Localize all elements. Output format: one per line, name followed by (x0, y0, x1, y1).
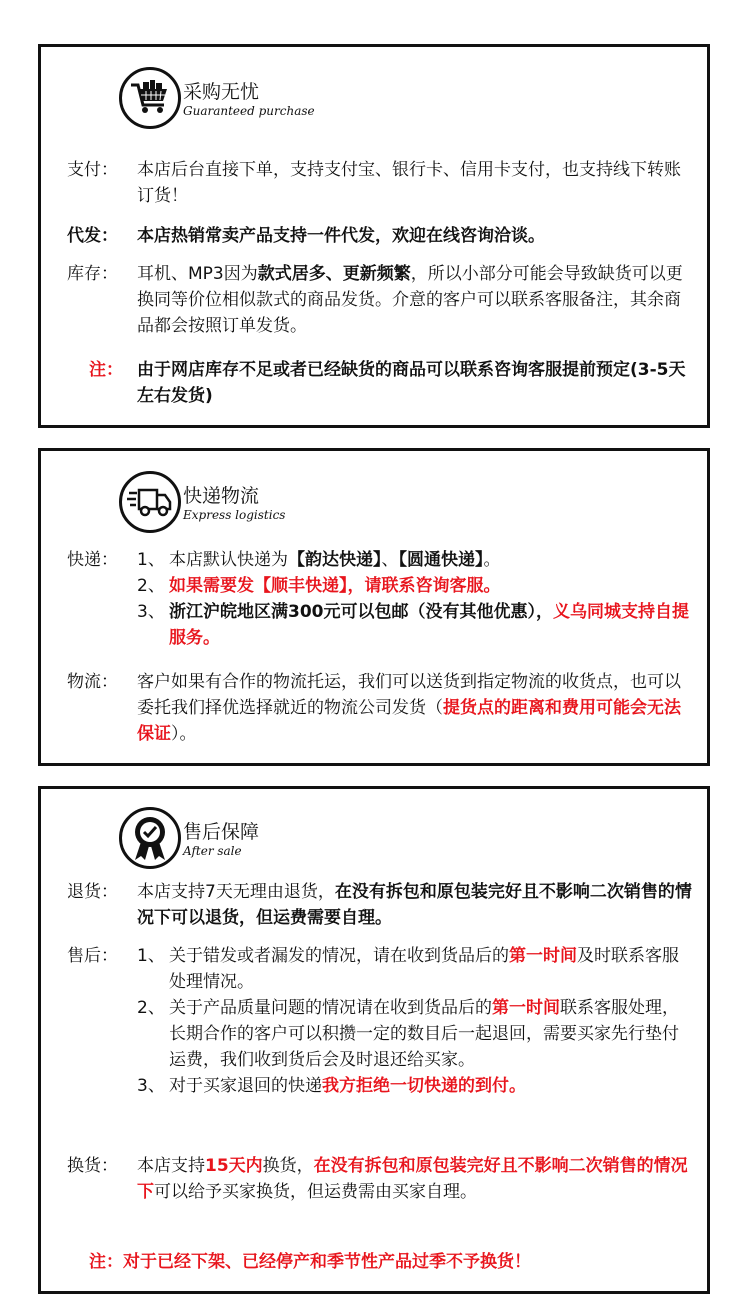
purchase-note-text: 由于网店库存不足或者已经缺货的商品可以联系咨询客服提前预定(3-5天左右发货) (137, 360, 686, 406)
service-item-2-text-2: 联系客服处理，长期合作的客户可以积攒一定的数目后一起退回，需要买家先行垫付运费，我们收到货后会及时退还给买家。 (169, 998, 679, 1070)
service-item-3-text: 对于买家退回的快递 (169, 1076, 322, 1096)
stock-label: 库存： (67, 264, 118, 284)
exchange-label: 换货： (67, 1156, 118, 1176)
pay-text: 本店后台直接下单，支持支付宝、银行卡、信用卡支付，也支持线下转账订货！ (137, 160, 681, 206)
shopping-cart-icon (119, 67, 181, 129)
aftersale-title: 售后保障 (183, 821, 260, 843)
purchase-panel (38, 44, 710, 428)
service-item-3 (137, 1073, 695, 1099)
service-item-1 (137, 943, 695, 995)
exchange-text (137, 1153, 695, 1205)
service-item-2-num: 2、 (137, 998, 165, 1018)
logistics-text-red: 提货点的距离和费用可能会无法保证 (137, 698, 681, 744)
express-row (67, 547, 695, 651)
dropship-text: 本店热销常卖产品支持一件代发，欢迎在线咨询洽谈。 (137, 226, 545, 246)
exchange-condition: 在没有拆包和原包装完好且不影响二次销售的情况下 (137, 1156, 688, 1202)
delivery-truck-icon (119, 471, 181, 533)
quality-badge-icon (119, 807, 181, 869)
aftersale-note-row (89, 1249, 689, 1275)
logistics-text (137, 669, 695, 747)
dropship-label: 代发： (67, 226, 118, 246)
express-item-1 (137, 547, 695, 573)
return-text-bold: 在没有拆包和原包装完好且不影响二次销售的情况下可以退货，但运费需要自理。 (137, 882, 692, 928)
service-row (67, 943, 695, 1099)
service-item-1-red: 第一时间 (509, 946, 577, 966)
stock-text-1: 耳机、MP3因为 (137, 264, 258, 284)
service-item-2 (137, 995, 695, 1073)
exchange-row (67, 1153, 695, 1205)
purchase-note-row (67, 357, 695, 409)
express-item-1-num: 1、 (137, 550, 165, 570)
return-label: 退货： (67, 882, 118, 902)
express-label: 快递： (67, 550, 118, 570)
express-item-3-num: 3、 (137, 602, 165, 622)
stock-row (67, 261, 695, 339)
service-item-2-text: 关于产品质量问题的情况请在收到货品后的 (169, 998, 492, 1018)
exchange-text-2: 换货， (262, 1156, 314, 1176)
logistics-text-1: 客户如果有合作的物流托运，我们可以送货到指定物流的收货点，也可以委托我们择优选择就近的物流公司发货（ (137, 672, 681, 718)
logistics-row (67, 669, 695, 747)
shipping-title: 快递物流 (183, 485, 260, 507)
service-label: 售后： (67, 946, 118, 966)
purchase-note-label: 注： (89, 360, 123, 380)
service-item-3-red: 我方拒绝一切快递的到付。 (322, 1076, 526, 1096)
return-text (137, 879, 695, 931)
service-item-1-text-2: 及时联系客服处理情况。 (169, 946, 679, 992)
aftersale-note-text: 注：对于已经下架、已经停产和季节性产品过季不予换货！ (89, 1252, 531, 1272)
service-item-1-num: 1、 (137, 946, 165, 966)
stock-text-bold: 款式居多、更新频繁 (257, 264, 411, 284)
express-item-2-text: 如果需要发【顺丰快递】，请联系咨询客服。 (169, 576, 501, 596)
express-yunda: 【韵达快递】 (288, 550, 382, 570)
service-item-1-text: 关于错发或者漏发的情况，请在收到货品后的 (169, 946, 509, 966)
pay-row (67, 157, 695, 209)
logistics-label: 物流： (67, 672, 118, 692)
service-item-2-red: 第一时间 (492, 998, 560, 1018)
exchange-15days: 15天内 (205, 1156, 263, 1176)
aftersale-panel (38, 786, 710, 1294)
return-text-1: 本店支持7天无理由退货， (137, 882, 335, 902)
aftersale-subtitle: After sale (183, 844, 242, 858)
exchange-text-3: 可以给予买家换货，但运费需由买家自理。 (154, 1182, 477, 1202)
express-yuantong: 【圆通快递】 (398, 550, 484, 570)
express-item-3-text: 浙江沪皖地区满300元可以包邮（没有其他优惠）， (169, 602, 553, 622)
stock-text (137, 261, 695, 339)
express-item-3-red: 义乌同城支持自提服务。 (169, 602, 689, 648)
pay-label: 支付： (67, 160, 118, 180)
express-item-2-num: 2、 (137, 576, 165, 596)
service-item-3-num: 3、 (137, 1076, 165, 1096)
purchase-title: 采购无忧 (183, 81, 260, 103)
return-row (67, 879, 695, 931)
purchase-subtitle: Guaranteed purchase (183, 104, 315, 118)
express-item-3 (137, 599, 695, 651)
shipping-subtitle: Express logistics (183, 508, 286, 522)
express-item-2 (137, 573, 695, 599)
express-end: 。 (483, 550, 501, 570)
shipping-panel (38, 448, 710, 766)
express-sep: 、 (381, 550, 399, 570)
stock-text-2: ，所以小部分可能会导致缺货可以更换同等价位相似款式的商品发货。介意的客户可以联系客服备注，其余商品都会按照订单发货。 (137, 264, 683, 336)
logistics-text-2: ）。 (171, 724, 197, 744)
exchange-text-1: 本店支持 (137, 1156, 205, 1176)
dropship-row (67, 223, 695, 249)
express-item-1-text: 本店默认快递为 (169, 550, 288, 570)
